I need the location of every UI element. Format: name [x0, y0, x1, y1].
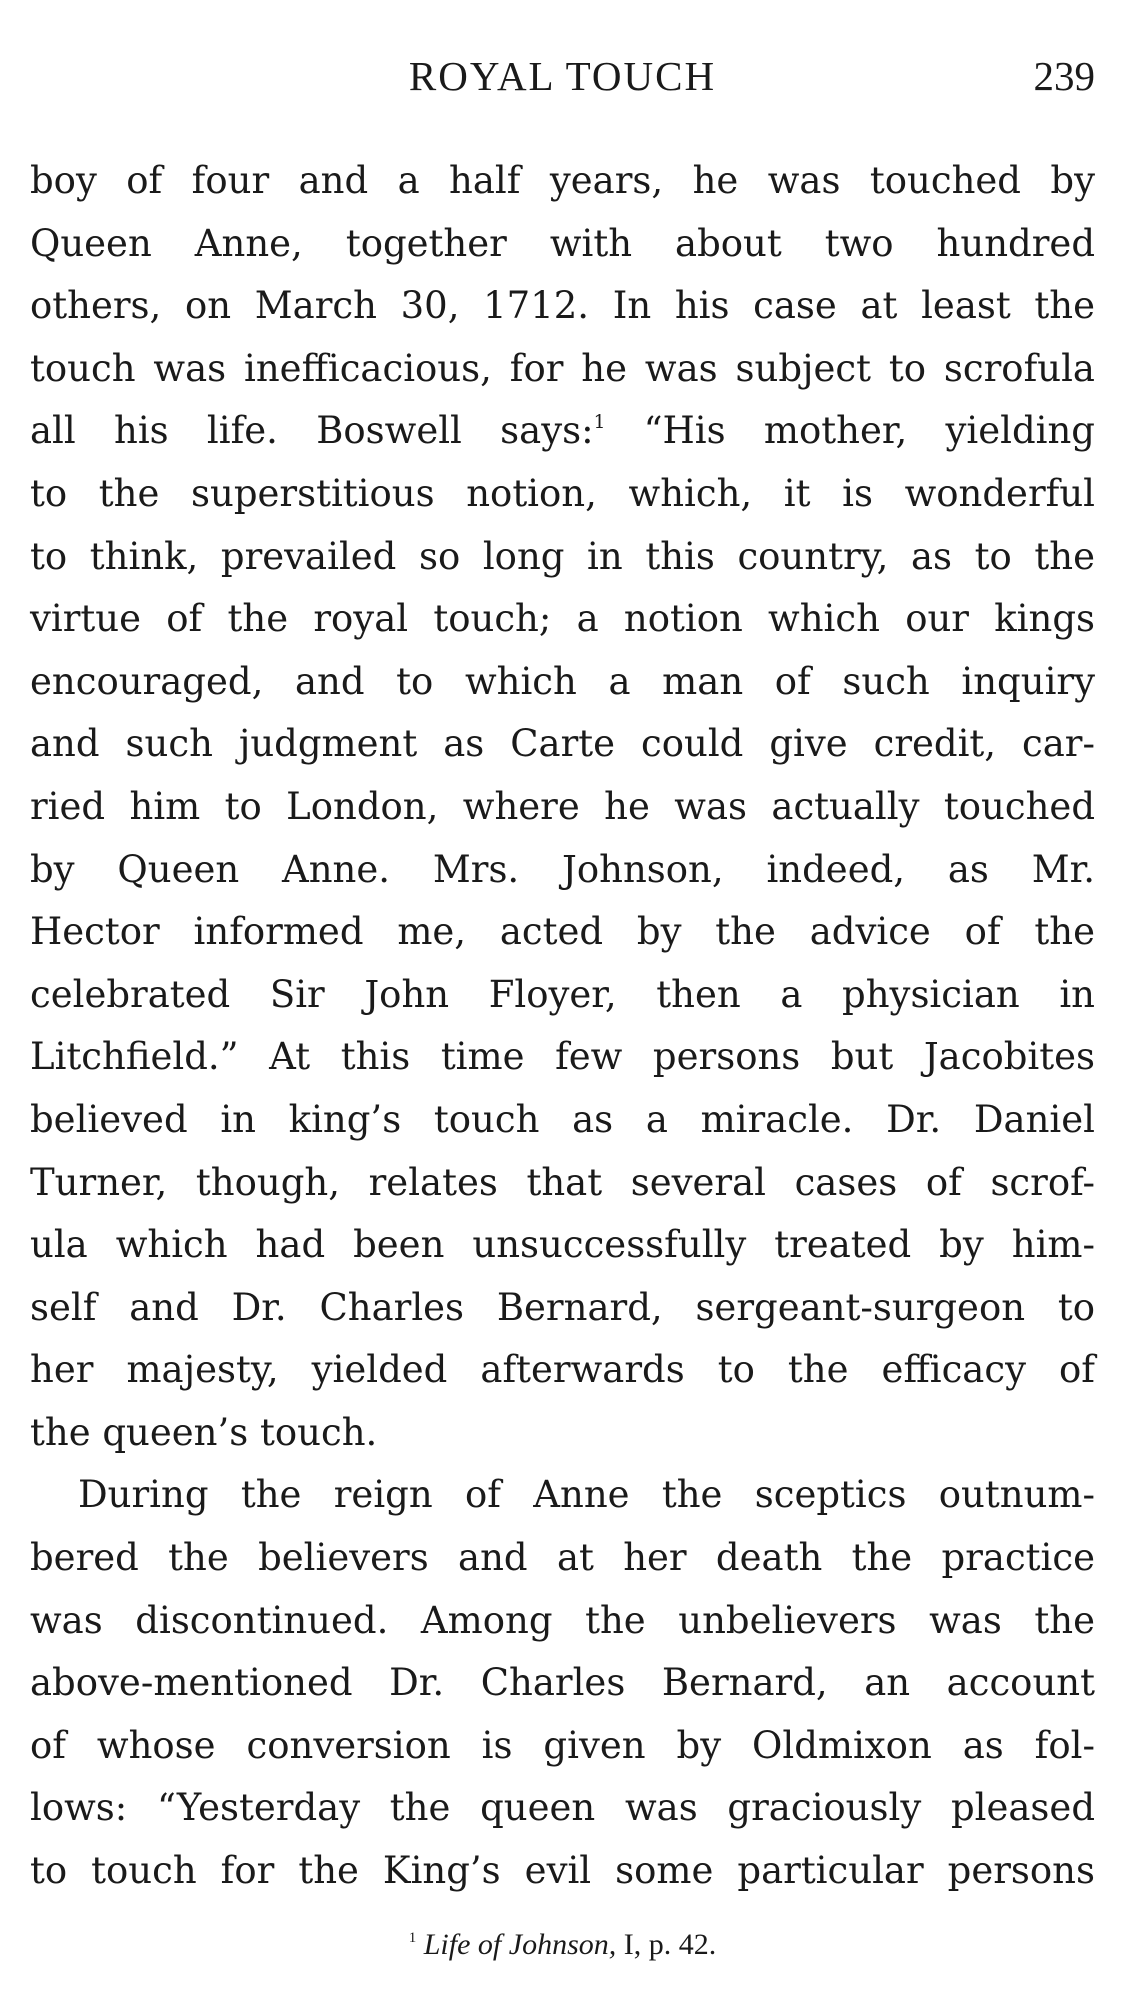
text-line: bered the believers and at her death the practice — [30, 1536, 1095, 1580]
footnote-marker: 1 — [408, 1930, 417, 1946]
text-line: others, on March 30, 1712. In his case at least the — [30, 284, 1095, 328]
footnote-citation: I, p. 42. — [616, 1928, 717, 1961]
text-segment: all his life. Boswell says: — [30, 409, 594, 453]
text-line: During the reign of Anne the sceptics outnum- — [78, 1473, 1095, 1517]
text-line: the queen’s touch. — [30, 1410, 378, 1454]
page-number: 239 — [1033, 53, 1095, 99]
text-line: Queen Anne, together with about two hundred — [30, 221, 1095, 265]
text-line: her majesty, yielded afterwards to the efficacy of — [30, 1348, 1095, 1392]
text-line: ula which had been unsuccessfully treated by him- — [30, 1223, 1095, 1267]
text-line: Litchfield.” At this time few persons but Jacobites — [30, 1035, 1095, 1079]
text-line: touch was inefficacious, for he was subject to scrofula — [30, 346, 1095, 390]
text-line: Turner, though, relates that several cases of scrof- — [30, 1160, 1095, 1204]
text-line: above-mentioned Dr. Charles Bernard, an account — [30, 1661, 1095, 1705]
text-line: and such judgment as Carte could give credit, car- — [30, 722, 1095, 766]
text-line: celebrated Sir John Floyer, then a physician in — [30, 972, 1095, 1016]
text-line-with-footnote — [30, 400, 1095, 463]
text-line: lows: “Yesterday the queen was graciously pleased — [30, 1786, 1095, 1830]
text-line: by Queen Anne. Mrs. Johnson, indeed, as Mr. — [30, 847, 1095, 891]
text-line: was discontinued. Among the unbelievers was the — [30, 1598, 1095, 1642]
text-segment: “His mother, yielding — [605, 409, 1095, 453]
paragraph-2 — [30, 1464, 1095, 1902]
page-header — [30, 52, 1095, 102]
running-title: ROYAL TOUCH — [408, 53, 717, 99]
text-line: Hector informed me, acted by the advice of the — [30, 910, 1095, 954]
body-text — [30, 150, 1095, 1903]
text-line: to the superstitious notion, which, it is wonderful — [30, 471, 1095, 515]
text-line: boy of four and a half years, he was touched by — [30, 159, 1095, 202]
footnote — [0, 1928, 1125, 1962]
text-line: virtue of the royal touch; a notion which our kings — [30, 597, 1095, 641]
text-line: self and Dr. Charles Bernard, sergeant-surgeon to — [30, 1285, 1095, 1329]
footnote-title: Life of Johnson, — [423, 1928, 617, 1961]
text-line: encouraged, and to which a man of such inquiry — [30, 659, 1095, 703]
text-line: believed in king’s touch as a miracle. Dr. Daniel — [30, 1097, 1095, 1141]
paragraph-1 — [30, 150, 1095, 1464]
text-line: to touch for the King’s evil some particular persons — [30, 1849, 1095, 1893]
text-line: to think, prevailed so long in this country, as to the — [30, 534, 1095, 578]
text-line: ried him to London, where he was actually touched — [30, 784, 1095, 828]
text-line: of whose conversion is given by Oldmixon as fol- — [30, 1723, 1095, 1767]
footnote-reference: 1 — [593, 412, 606, 434]
